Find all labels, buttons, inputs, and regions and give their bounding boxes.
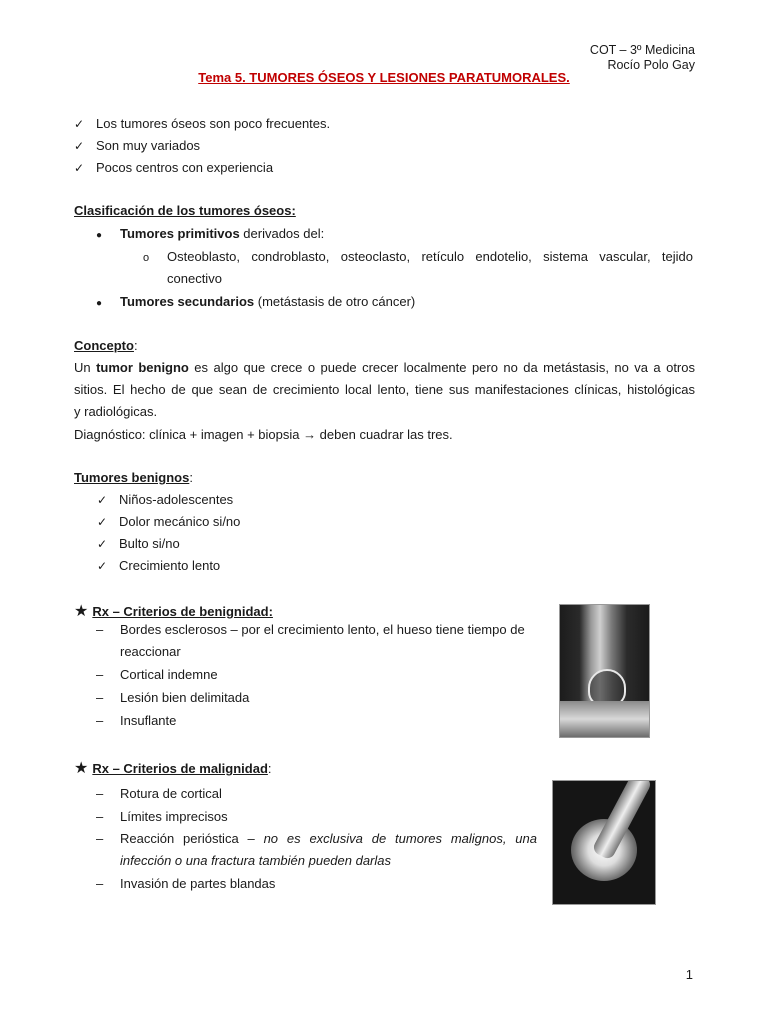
list-item: ✓ Son muy variados (74, 138, 201, 153)
bullet-icon: ● (96, 298, 103, 309)
list-item: – Límites imprecisos (96, 809, 228, 824)
dash-icon: – (96, 831, 104, 846)
sub-list-item-cont: conectivo (167, 271, 222, 286)
dash-icon: – (96, 786, 104, 801)
list-item: ✓ Bulto si/no (97, 536, 180, 551)
xray-image-malignant (552, 780, 656, 905)
section-heading-benignidad: ★ Rx – Criterios de benignidad: (74, 603, 273, 620)
paragraph-line: sitios. El hecho de que sean de crecimiento local lento, tiene sus manifestaciones clínicas, histológicas (74, 382, 695, 397)
dash-icon: – (96, 809, 104, 824)
list-item: ✓ Los tumores óseos son poco frecuentes. (74, 116, 331, 131)
paragraph-line: y radiológicas. (74, 404, 158, 419)
xray-joint (560, 701, 649, 737)
header-author: Rocío Polo Gay (607, 58, 695, 72)
check-icon: ✓ (74, 117, 85, 131)
list-item: – Rotura de cortical (96, 786, 222, 801)
list-item-cont: infección o una fractura también pueden darlas (120, 853, 392, 868)
dash-icon: – (96, 876, 104, 891)
section-heading-benignos: Tumores benignos: (74, 470, 193, 485)
list-item: – Lesión bien delimitada (96, 690, 250, 705)
document-title: Tema 5. TUMORES ÓSEOS Y LESIONES PARATUMORALES. (198, 70, 570, 85)
list-item-cont: reaccionar (120, 644, 181, 659)
diagnostico-line: Diagnóstico: clínica + imagen + biopsia → deben cuadrar las tres. (74, 427, 453, 442)
star-icon: ★ (74, 760, 89, 777)
paragraph-line: Un tumor benigno es algo que crece o puede crecer localmente pero no da metástasis, no va a otros (74, 360, 695, 375)
dash-icon: – (96, 667, 104, 682)
list-item: – Cortical indemne (96, 667, 218, 682)
circle-bullet-icon: o (143, 252, 150, 264)
dash-icon: – (96, 690, 104, 705)
dash-icon: – (96, 713, 104, 728)
page-number: 1 (685, 967, 693, 982)
list-item: ● Tumores primitivos derivados del: (96, 226, 325, 241)
sub-list-item: o Osteoblasto, condroblasto, osteoclasto, retículo endotelio, sistema vascular, tejido (143, 249, 693, 264)
bullet-icon: ● (96, 230, 103, 241)
check-icon: ✓ (97, 537, 108, 551)
section-heading-clasificacion: Clasificación de los tumores óseos: (74, 203, 296, 218)
header-course: COT – 3º Medicina (589, 43, 695, 57)
star-icon: ★ (74, 603, 89, 620)
section-heading-concepto: Concepto: (74, 338, 138, 353)
list-item: ● Tumores secundarios (metástasis de otro cáncer) (96, 294, 416, 309)
check-icon: ✓ (97, 559, 108, 573)
check-icon: ✓ (74, 161, 85, 175)
list-item: – Invasión de partes blandas (96, 876, 276, 891)
list-item: ✓ Dolor mecánico si/no (97, 514, 241, 529)
xray-image-benign (559, 604, 650, 738)
check-icon: ✓ (97, 515, 108, 529)
section-heading-malignidad: ★ Rx – Criterios de malignidad: (74, 760, 272, 777)
dash-icon: – (96, 622, 104, 637)
list-item: ✓ Pocos centros con experiencia (74, 160, 274, 175)
list-item: – Bordes esclerosos – por el crecimiento lento, el hueso tiene tiempo de (96, 622, 525, 637)
list-item: ✓ Crecimiento lento (97, 558, 221, 573)
check-icon: ✓ (74, 139, 85, 153)
check-icon: ✓ (97, 493, 108, 507)
list-item: ✓ Niños-adolescentes (97, 492, 234, 507)
list-item: – Insuflante (96, 713, 177, 728)
list-item: – Reacción perióstica – no es exclusiva de tumores malignos, una (96, 831, 537, 846)
